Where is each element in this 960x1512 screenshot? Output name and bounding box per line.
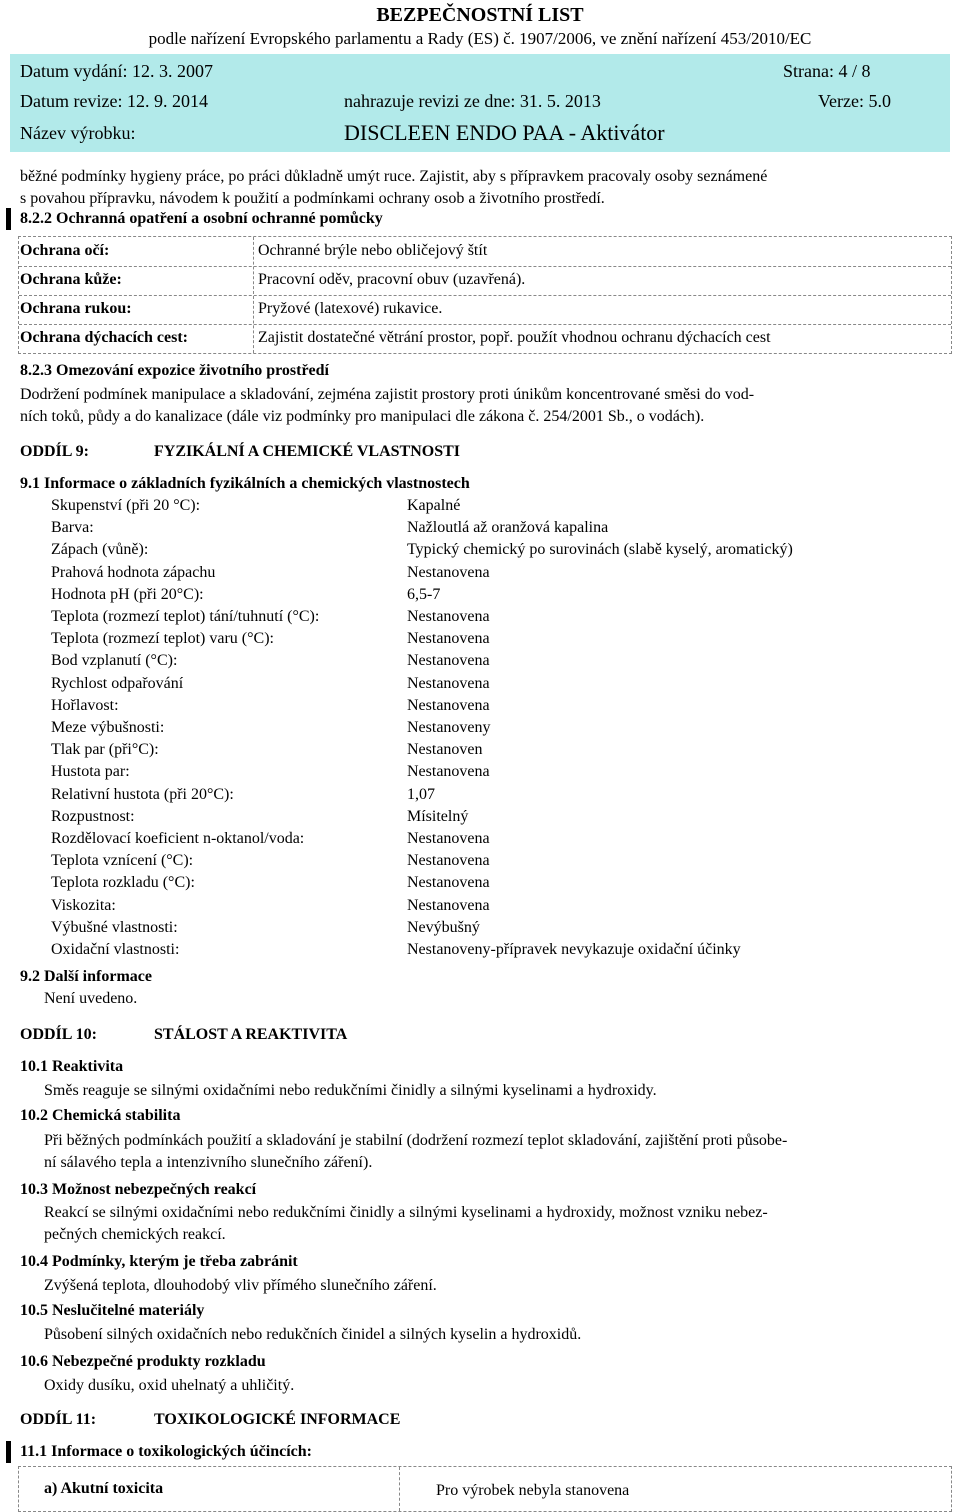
property-value: Mísitelný (407, 808, 469, 825)
section-823-line-2: ních toků, půdy a do kanalizace (dále viz podmínky pro manipulaci dle zákona č. 254/2001 Sb., o vodách). (20, 408, 705, 425)
section-9-title: FYZIKÁLNÍ A CHEMICKÉ VLASTNOSTI (154, 443, 460, 460)
section-11-title: TOXIKOLOGICKÉ INFORMACE (154, 1411, 401, 1428)
property-value: 1,07 (407, 786, 435, 803)
property-label: Prahová hodnota zápachu (51, 564, 216, 581)
replaces-revision: nahrazuje revizi ze dne: 31. 5. 2013 (344, 91, 601, 111)
regulation-subtitle: podle nařízení Evropského parlamentu a Rady (ES) č. 1907/2006, ve znění nařízení 453/2010/EC (148, 29, 812, 48)
ppe-value-skin: Pracovní oděv, pracovní obuv (uzavřená). (258, 271, 526, 288)
property-label: Teplota (rozmezí teplot) tání/tuhnutí (°C): (51, 608, 320, 625)
property-value: Nestanovena (407, 697, 490, 714)
ppe-label-hands: Ochrana rukou: (20, 300, 132, 317)
property-value: Nestanovena (407, 608, 490, 625)
property-label: Teplota rozkladu (°C): (51, 874, 195, 891)
property-label: Tlak par (při°C): (51, 741, 159, 758)
product-label: Název výrobku: (20, 123, 136, 143)
section-10-number: ODDÍL 10: (20, 1026, 97, 1043)
section-101-heading: 10.1 Reaktivita (20, 1058, 124, 1075)
section-823-line-1: Dodržení podmínek manipulace a skladování, zejména zajistit prostory proti únikům koncentrované směsi do vod- (20, 386, 755, 403)
property-value: Nestanoveny (407, 719, 491, 736)
section-102-text-1: Při běžných podmínkách použití a skladování je stabilní (dodržení rozmezí teplot skladování, zajištění proti působe- (44, 1132, 788, 1149)
revision-date: Datum revize: 12. 9. 2014 (20, 91, 208, 111)
property-label: Skupenství (při 20 °C): (51, 497, 201, 514)
revision-bar-2 (6, 1441, 11, 1463)
section-91-heading: 9.1 Informace o základních fyzikálních a chemických vlastnostech (20, 475, 470, 492)
property-value: Nestanovena (407, 630, 490, 647)
property-value: 6,5-7 (407, 586, 441, 603)
document-title: BEZPEČNOSTNÍ LIST (376, 4, 584, 26)
ppe-label-respiratory: Ochrana dýchacích cest: (20, 329, 188, 346)
property-value: Nevýbušný (407, 919, 480, 936)
ppe-value-hands: Pryžové (latexové) rukavice. (258, 300, 443, 317)
section-102-text-2: ní sálavého tepla a intenzivního slunečního záření). (44, 1154, 373, 1171)
property-label: Zápach (vůně): (51, 541, 149, 558)
property-label: Rozpustnost: (51, 808, 135, 825)
section-101-text: Směs reaguje se silnými oxidačními nebo redukčními činidly a silnými kyselinami a hydroxidy. (44, 1082, 657, 1099)
property-label: Viskozita: (51, 897, 116, 914)
revision-bar (6, 208, 11, 230)
section-104-heading: 10.4 Podmínky, kterým je třeba zabránit (20, 1253, 298, 1270)
version: Verze: 5.0 (818, 91, 891, 111)
section-106-heading: 10.6 Nebezpečné produkty rozkladu (20, 1353, 266, 1370)
section-103-text-2: pečných chemických reakcí. (44, 1226, 226, 1243)
property-label: Meze výbušnosti: (51, 719, 165, 736)
property-value: Nestanovena (407, 564, 490, 581)
property-label: Oxidační vlastnosti: (51, 941, 180, 958)
section-823-heading: 8.2.3 Omezování expozice životního prostředí (20, 362, 329, 379)
property-value: Nestanoveny-přípravek nevykazuje oxidační účinky (407, 941, 741, 958)
ppe-label-eyes: Ochrana očí: (20, 242, 110, 259)
toxicity-value: Pro výrobek nebyla stanovena (436, 1482, 630, 1499)
section-92-heading: 9.2 Další informace (20, 968, 152, 985)
property-value: Nestanovena (407, 852, 490, 869)
property-label: Bod vzplanutí (°C): (51, 652, 178, 669)
property-value: Nestanovena (407, 830, 490, 847)
section-103-text-1: Reakcí se silnými oxidačními nebo redukčními činidly a silnými kyselinami a hydroxidy, možnost vzniku nebez- (44, 1204, 768, 1221)
property-value: Kapalné (407, 497, 461, 514)
property-label: Teplota vznícení (°C): (51, 852, 194, 869)
section-111-heading: 11.1 Informace o toxikologických účincích: (20, 1443, 312, 1460)
property-label: Relativní hustota (při 20°C): (51, 786, 234, 803)
property-label: Rozdělovací koeficient n-oktanol/voda: (51, 830, 305, 847)
issue-date: Datum vydání: 12. 3. 2007 (20, 61, 213, 81)
property-value: Nestanoven (407, 741, 483, 758)
property-value: Nestanovena (407, 897, 490, 914)
section-105-heading: 10.5 Neslučitelné materiály (20, 1302, 205, 1319)
section-105-text: Působení silných oxidačních nebo redukčních činidel a silných kyselin a hydroxidů. (44, 1326, 582, 1343)
section-104-text: Zvýšená teplota, dlouhodobý vliv přímého slunečního záření. (44, 1277, 437, 1294)
section-822-heading: 8.2.2 Ochranná opatření a osobní ochranné pomůcky (20, 210, 383, 227)
intro-line-2: s povahou přípravku, návodem k použití a podmínkami ochrany osob a životního prostředí. (20, 190, 605, 207)
ppe-label-skin: Ochrana kůže: (20, 271, 122, 288)
property-value: Nestanovena (407, 763, 490, 780)
section-102-heading: 10.2 Chemická stabilita (20, 1107, 181, 1124)
property-label: Hustota par: (51, 763, 130, 780)
section-92-text: Není uvedeno. (44, 990, 138, 1007)
toxicity-label: a) Akutní toxicita (44, 1480, 164, 1497)
property-label: Hořlavost: (51, 697, 119, 714)
property-label: Rychlost odpařování (51, 675, 184, 692)
section-11-number: ODDÍL 11: (20, 1411, 97, 1428)
product-name: DISCLEEN ENDO PAA - Aktivátor (344, 120, 665, 145)
property-value: Nažloutlá až oranžová kapalina (407, 519, 609, 536)
property-label: Teplota (rozmezí teplot) varu (°C): (51, 630, 274, 647)
section-103-heading: 10.3 Možnost nebezpečných reakcí (20, 1181, 257, 1198)
property-value: Nestanovena (407, 874, 490, 891)
property-label: Hodnota pH (při 20°C): (51, 586, 204, 603)
section-106-text: Oxidy dusíku, oxid uhelnatý a uhličitý. (44, 1377, 295, 1394)
property-value: Typický chemický po surovinách (slabě kyselý, aromatický) (407, 541, 793, 558)
ppe-value-eyes: Ochranné brýle nebo obličejový štít (258, 242, 488, 259)
property-value: Nestanovena (407, 675, 490, 692)
property-label: Výbušné vlastnosti: (51, 919, 178, 936)
property-label: Barva: (51, 519, 94, 536)
page-number: Strana: 4 / 8 (783, 61, 871, 81)
section-9-number: ODDÍL 9: (20, 443, 89, 460)
intro-line-1: běžné podmínky hygieny práce, po práci důkladně umýt ruce. Zajistit, aby s přípravkem pracovaly osoby seznámené (20, 168, 768, 185)
ppe-value-respiratory: Zajistit dostatečné větrání prostor, popř. použít vhodnou ochranu dýchacích cest (258, 329, 771, 346)
section-10-title: STÁLOST A REAKTIVITA (154, 1026, 348, 1043)
property-value: Nestanovena (407, 652, 490, 669)
